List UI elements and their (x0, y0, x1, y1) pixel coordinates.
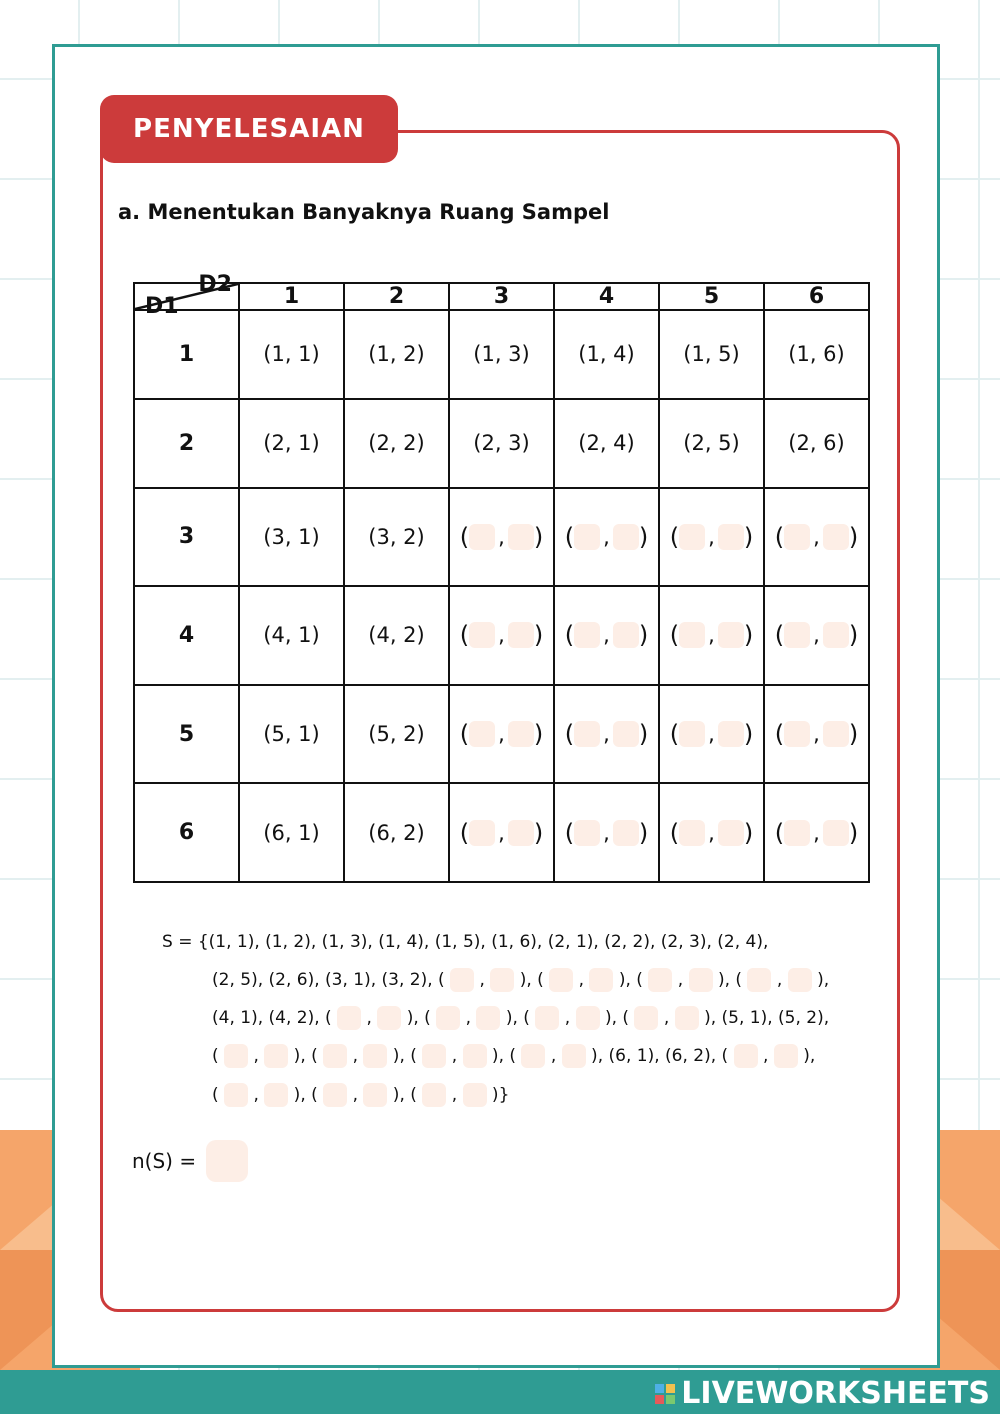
answer-blank[interactable] (679, 622, 705, 648)
answer-blank[interactable] (784, 524, 810, 550)
answer-blank[interactable] (718, 820, 744, 846)
pair-cell: (1, 6) (764, 310, 869, 399)
answer-blank[interactable] (613, 622, 639, 648)
pair-input: ( , ) (311, 1085, 400, 1105)
pair-cell: (1, 5) (659, 310, 764, 399)
pair-input-cell (764, 488, 869, 587)
corner-label-d1: D1 (145, 294, 179, 319)
answer-blank[interactable] (648, 968, 672, 992)
answer-blank[interactable] (264, 1044, 288, 1068)
pair-cell: (6, 1) (239, 783, 344, 882)
sample-space-line (212, 1041, 815, 1071)
sample-space-text: , (399, 1046, 411, 1066)
corner-label-d2: D2 (198, 272, 232, 297)
answer-blank[interactable] (463, 1083, 487, 1107)
answer-blank[interactable] (363, 1083, 387, 1107)
pair-cell: (4, 1) (239, 586, 344, 685)
answer-blank[interactable] (323, 1044, 347, 1068)
pair-input: ( , ) (537, 970, 626, 990)
pair-input: ( , ) (564, 720, 649, 749)
answer-blank[interactable] (490, 968, 514, 992)
answer-blank[interactable] (576, 1006, 600, 1030)
pair-input: ( , ) (774, 621, 859, 650)
column-header: 5 (659, 283, 764, 310)
ns-label: n(S) = (132, 1149, 197, 1173)
pair-input: ( , ) (721, 1046, 810, 1066)
table-row (134, 685, 869, 784)
pair-input: ( , ) (459, 621, 544, 650)
sample-space-line (212, 1003, 829, 1033)
pair-input-cell (554, 488, 659, 587)
answer-blank[interactable] (784, 820, 810, 846)
pair-cell: (1, 1) (239, 310, 344, 399)
sample-space-line (212, 1080, 509, 1110)
pair-input: ( , ) (212, 1085, 301, 1105)
pair-input: ( , ) (669, 621, 754, 650)
sample-space-text: , (5, 1), (5, 2), (710, 1008, 830, 1028)
pair-input-cell (659, 488, 764, 587)
pair-input: ( , ) (410, 1046, 499, 1066)
pair-input: ( , ) (622, 1008, 711, 1028)
pair-cell: (3, 1) (239, 488, 344, 587)
answer-blank[interactable] (469, 524, 495, 550)
brand-logo (655, 1376, 990, 1411)
answer-blank[interactable] (718, 524, 744, 550)
answer-blank[interactable] (634, 1006, 658, 1030)
pair-input: ( , ) (212, 1046, 301, 1066)
ns-answer-box[interactable] (206, 1140, 248, 1182)
pair-input-cell (659, 685, 764, 784)
sample-space-table (133, 272, 870, 883)
section-subtitle: a. Menentukan Banyaknya Ruang Sampel (118, 200, 610, 224)
answer-blank[interactable] (823, 721, 849, 747)
answer-blank[interactable] (823, 524, 849, 550)
row-header: 2 (134, 399, 239, 488)
sample-space-text: , (399, 1085, 411, 1105)
answer-blank[interactable] (574, 622, 600, 648)
pair-input-cell (659, 586, 764, 685)
sample-space-text: , (526, 970, 538, 990)
sample-space-text: S = {(1, 1), (1, 2), (1, 3), (1, 4), (1, 5), (1, 6), (2, 1), (2, 2), (2, 3), (2, 4), (162, 932, 769, 952)
pair-cell: (1, 4) (554, 310, 659, 399)
table-row (134, 783, 869, 882)
pair-cell: (6, 2) (344, 783, 449, 882)
table-row (134, 488, 869, 587)
answer-blank[interactable] (562, 1044, 586, 1068)
answer-blank[interactable] (549, 968, 573, 992)
answer-blank[interactable] (574, 524, 600, 550)
sample-space-line (212, 965, 829, 995)
column-header: 4 (554, 283, 659, 310)
answer-blank[interactable] (718, 622, 744, 648)
column-header: 3 (449, 283, 554, 310)
sample-space-text: } (498, 1085, 510, 1105)
pair-input: ( , ) (636, 970, 725, 990)
sample-space-text: , (611, 1008, 623, 1028)
answer-blank[interactable] (574, 721, 600, 747)
pair-input-cell (449, 488, 554, 587)
pair-input-cell (764, 783, 869, 882)
row-header: 1 (134, 310, 239, 399)
answer-blank[interactable] (535, 1006, 559, 1030)
pair-input-cell (764, 586, 869, 685)
pair-input: ( , ) (438, 970, 527, 990)
row-header: 3 (134, 488, 239, 587)
pair-cell: (3, 2) (344, 488, 449, 587)
sample-space-text: , (823, 970, 830, 990)
answer-blank[interactable] (613, 721, 639, 747)
answer-blank[interactable] (224, 1083, 248, 1107)
pair-cell: (1, 3) (449, 310, 554, 399)
answer-blank[interactable] (422, 1044, 446, 1068)
pair-input: ( , ) (459, 720, 544, 749)
pair-input: ( , ) (509, 1046, 598, 1066)
pair-input: ( , ) (564, 621, 649, 650)
pair-input: ( , ) (774, 818, 859, 847)
sample-space-text: , (413, 1008, 425, 1028)
pair-input-cell (449, 685, 554, 784)
answer-blank[interactable] (747, 968, 771, 992)
pair-input: ( , ) (774, 522, 859, 551)
pair-input-cell (554, 783, 659, 882)
pair-input: ( , ) (564, 818, 649, 847)
answer-blank[interactable] (788, 968, 812, 992)
answer-blank[interactable] (823, 820, 849, 846)
sample-space-text: , (6, 1), (6, 2), (597, 1046, 722, 1066)
table-header-row (134, 283, 869, 310)
pair-cell: (4, 2) (344, 586, 449, 685)
pair-input: ( , ) (325, 1008, 414, 1028)
pair-input-cell (764, 685, 869, 784)
pair-input: ( , ) (410, 1085, 499, 1105)
row-header: 4 (134, 586, 239, 685)
answer-blank[interactable] (734, 1044, 758, 1068)
pair-input: ( , ) (669, 818, 754, 847)
answer-blank[interactable] (689, 968, 713, 992)
answer-blank[interactable] (363, 1044, 387, 1068)
pair-input: ( , ) (459, 522, 544, 551)
pair-input-cell (449, 586, 554, 685)
answer-blank[interactable] (436, 1006, 460, 1030)
pair-input-cell (449, 783, 554, 882)
pair-cell: (2, 1) (239, 399, 344, 488)
pair-input: ( , ) (669, 522, 754, 551)
answer-blank[interactable] (469, 820, 495, 846)
answer-blank[interactable] (823, 622, 849, 648)
answer-blank[interactable] (264, 1083, 288, 1107)
pair-input: ( , ) (564, 522, 649, 551)
answer-blank[interactable] (469, 622, 495, 648)
sample-space-text: , (300, 1085, 312, 1105)
table-row (134, 310, 869, 399)
row-header: 5 (134, 685, 239, 784)
corner-cell (134, 272, 239, 319)
row-header: 6 (134, 783, 239, 882)
answer-blank[interactable] (679, 721, 705, 747)
pair-cell: (2, 5) (659, 399, 764, 488)
column-header: 1 (239, 283, 344, 310)
pair-input: ( , ) (523, 1008, 612, 1028)
sample-space-text: (2, 5), (2, 6), (3, 1), (3, 2), (212, 970, 439, 990)
answer-blank[interactable] (774, 1044, 798, 1068)
answer-blank[interactable] (508, 721, 534, 747)
answer-blank[interactable] (679, 524, 705, 550)
answer-blank[interactable] (675, 1006, 699, 1030)
answer-blank[interactable] (784, 622, 810, 648)
sample-space-text: , (300, 1046, 312, 1066)
pair-input: ( , ) (669, 720, 754, 749)
pair-cell: (5, 1) (239, 685, 344, 784)
sample-space-text: , (809, 1046, 816, 1066)
table-row (134, 586, 869, 685)
ns-row (132, 1140, 248, 1182)
pair-input: ( , ) (735, 970, 824, 990)
pair-cell: (5, 2) (344, 685, 449, 784)
answer-blank[interactable] (377, 1006, 401, 1030)
sample-space-line (162, 927, 768, 957)
pair-cell: (2, 6) (764, 399, 869, 488)
answer-blank[interactable] (718, 721, 744, 747)
answer-blank[interactable] (508, 622, 534, 648)
sample-space-text: , (625, 970, 637, 990)
answer-blank[interactable] (589, 968, 613, 992)
section-tag: PENYELESAIAN (100, 95, 398, 163)
liveworksheets-logo-icon (655, 1384, 675, 1404)
pair-input: ( , ) (459, 818, 544, 847)
column-header: 2 (344, 283, 449, 310)
answer-blank[interactable] (574, 820, 600, 846)
answer-blank[interactable] (450, 968, 474, 992)
pair-cell: (2, 3) (449, 399, 554, 488)
pair-cell: (2, 2) (344, 399, 449, 488)
sample-space-text: , (512, 1008, 524, 1028)
answer-blank[interactable] (521, 1044, 545, 1068)
answer-blank[interactable] (323, 1083, 347, 1107)
answer-blank[interactable] (508, 820, 534, 846)
sample-space-text: (4, 1), (4, 2), (212, 1008, 326, 1028)
column-header: 6 (764, 283, 869, 310)
answer-blank[interactable] (613, 524, 639, 550)
table-row (134, 399, 869, 488)
pair-input-cell (554, 685, 659, 784)
answer-blank[interactable] (613, 820, 639, 846)
pair-input-cell (659, 783, 764, 882)
brand-text: LIVEWORKSHEETS (681, 1376, 990, 1411)
pair-input: ( , ) (774, 720, 859, 749)
pair-cell: (1, 2) (344, 310, 449, 399)
answer-blank[interactable] (784, 721, 810, 747)
answer-blank[interactable] (508, 524, 534, 550)
answer-blank[interactable] (476, 1006, 500, 1030)
sample-space-text: , (498, 1046, 510, 1066)
answer-blank[interactable] (422, 1083, 446, 1107)
pair-cell: (2, 4) (554, 399, 659, 488)
answer-blank[interactable] (679, 820, 705, 846)
pair-input: ( , ) (424, 1008, 513, 1028)
answer-blank[interactable] (469, 721, 495, 747)
pair-input: ( , ) (311, 1046, 400, 1066)
answer-blank[interactable] (463, 1044, 487, 1068)
sample-space-text: , (724, 970, 736, 990)
pair-input-cell (554, 586, 659, 685)
answer-blank[interactable] (337, 1006, 361, 1030)
answer-blank[interactable] (224, 1044, 248, 1068)
